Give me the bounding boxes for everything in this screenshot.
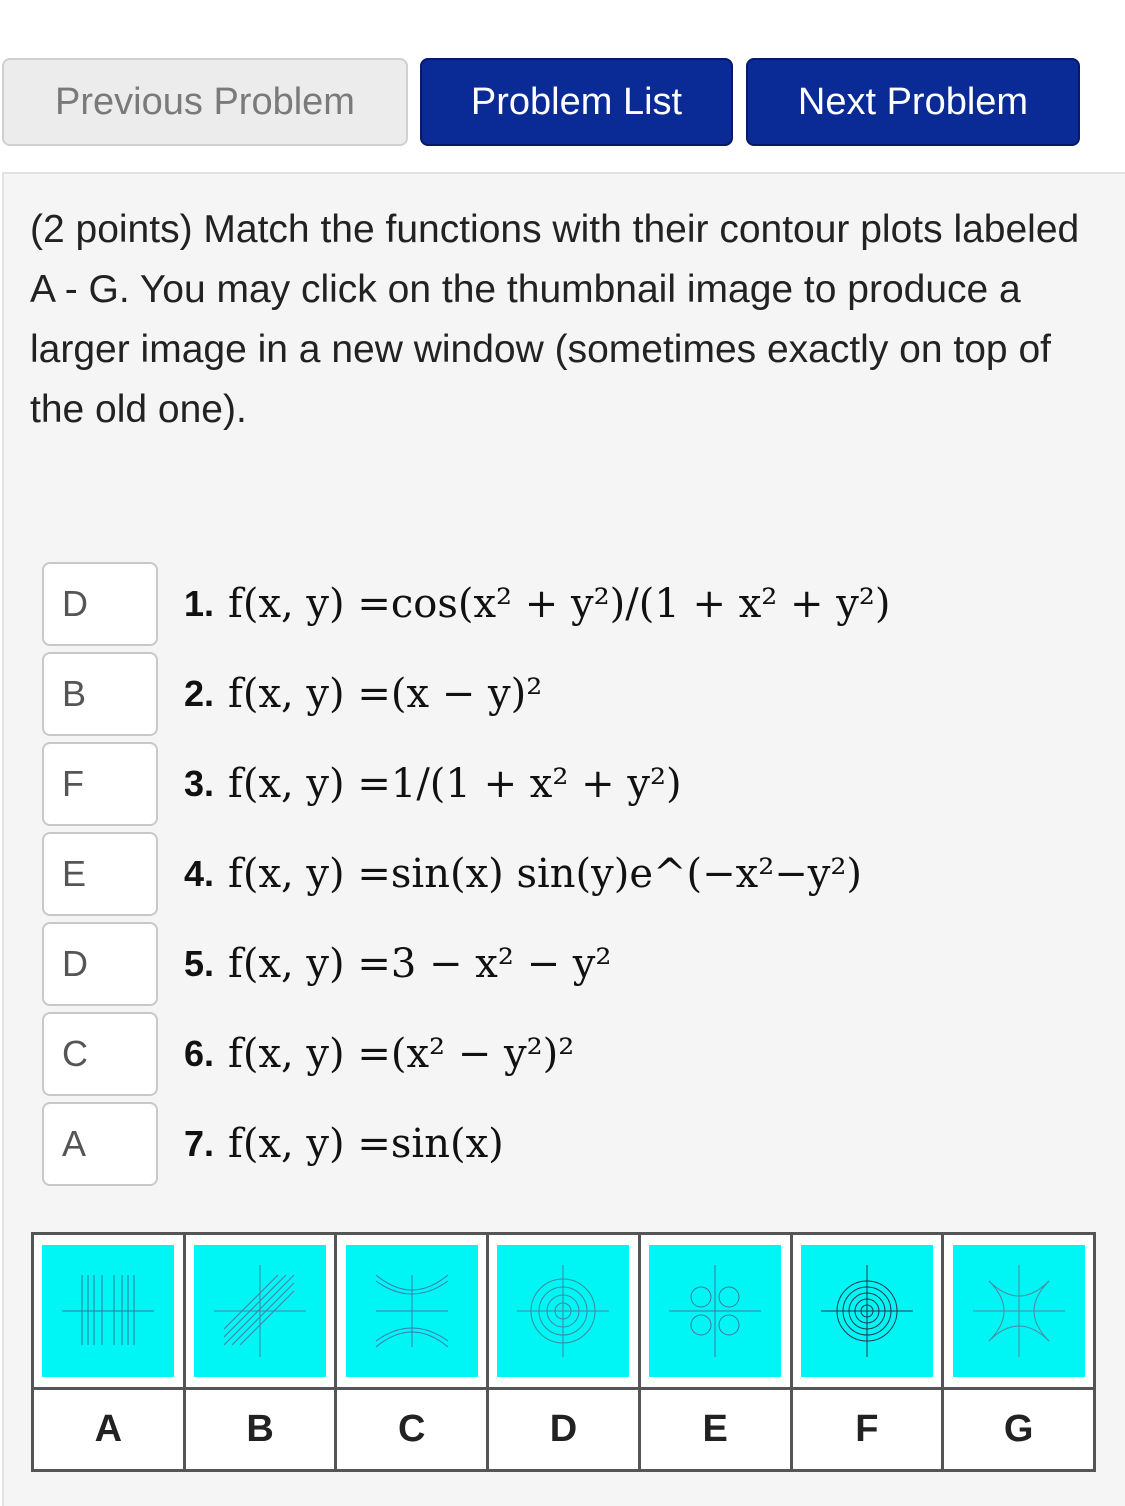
thumbnail-label-c: C: [336, 1388, 488, 1470]
function-rhs: sin(x): [390, 1121, 504, 1167]
answer-input-2[interactable]: B: [42, 652, 158, 736]
function-lhs: f(x, y) =: [228, 671, 391, 717]
function-6: [184, 1012, 574, 1096]
contour-thumbnail-g[interactable]: [953, 1245, 1085, 1377]
contour-thumbnail-c[interactable]: [346, 1245, 478, 1377]
function-rhs: (x² − y²)²: [390, 1031, 575, 1077]
function-1: [184, 562, 891, 646]
function-4: [184, 832, 862, 916]
thumbnail-cell-d: [488, 1234, 640, 1389]
function-number: 3.: [184, 763, 215, 804]
answer-input-3[interactable]: F: [42, 742, 158, 826]
problem-prompt: (2 points) Match the functions with their contour plots labeled A - G. You may click on the thumbnail image to produce a larger image in a new window (sometimes exactly on top of the old one).: [30, 208, 1080, 431]
function-5: [184, 922, 611, 1006]
thumbnail-cell-b: [184, 1234, 336, 1389]
function-rhs: cos(x² + y²)/(1 + x² + y²): [390, 581, 891, 627]
function-number: 7.: [184, 1123, 215, 1164]
problem-list-button[interactable]: Problem List: [420, 58, 733, 146]
thumbnail-cell-a: [33, 1234, 185, 1389]
thumbnail-label-d: D: [488, 1388, 640, 1470]
answer-input-4[interactable]: E: [42, 832, 158, 916]
function-rhs: 3 − x² − y²: [390, 941, 612, 987]
thumbnail-cell-c: [336, 1234, 488, 1389]
function-2: [184, 652, 542, 736]
thumbnail-cell-f: [791, 1234, 943, 1389]
function-number: 1.: [184, 583, 215, 624]
thumbnail-label-f: F: [791, 1388, 943, 1470]
previous-problem-button[interactable]: Previous Problem: [2, 58, 408, 146]
function-rhs: 1/(1 + x² + y²): [390, 761, 682, 807]
contour-thumbnail-d[interactable]: [497, 1245, 629, 1377]
thumbnail-cell-g: [943, 1234, 1095, 1389]
thumbnail-cell-e: [639, 1234, 791, 1389]
answer-input-5[interactable]: D: [42, 922, 158, 1006]
thumbnail-label-e: E: [639, 1388, 791, 1470]
function-rhs: (x − y)²: [390, 671, 543, 717]
next-problem-button[interactable]: Next Problem: [746, 58, 1080, 146]
contour-thumbnail-e[interactable]: [649, 1245, 781, 1377]
contour-thumbnail-f[interactable]: [801, 1245, 933, 1377]
function-lhs: f(x, y) =: [228, 851, 391, 897]
answer-input-6[interactable]: C: [42, 1012, 158, 1096]
function-lhs: f(x, y) =: [228, 1031, 391, 1077]
function-rhs: sin(x) sin(y)e^(−x²−y²): [390, 851, 862, 897]
function-lhs: f(x, y) =: [228, 1121, 391, 1167]
contour-thumbnail-a[interactable]: [42, 1245, 174, 1377]
function-lhs: f(x, y) =: [228, 761, 391, 807]
thumbnail-label-a: A: [33, 1388, 185, 1470]
function-number: 6.: [184, 1033, 215, 1074]
function-3: [184, 742, 682, 826]
answer-input-1[interactable]: D: [42, 562, 158, 646]
function-7: [184, 1102, 504, 1186]
thumbnail-label-g: G: [943, 1388, 1095, 1470]
function-number: 2.: [184, 673, 215, 714]
function-number: 4.: [184, 853, 215, 894]
function-number: 5.: [184, 943, 215, 984]
contour-plot-table: [31, 1232, 1096, 1472]
contour-thumbnail-b[interactable]: [194, 1245, 326, 1377]
function-lhs: f(x, y) =: [228, 941, 391, 987]
function-lhs: f(x, y) =: [228, 581, 391, 627]
answer-input-7[interactable]: A: [42, 1102, 158, 1186]
thumbnail-label-b: B: [184, 1388, 336, 1470]
